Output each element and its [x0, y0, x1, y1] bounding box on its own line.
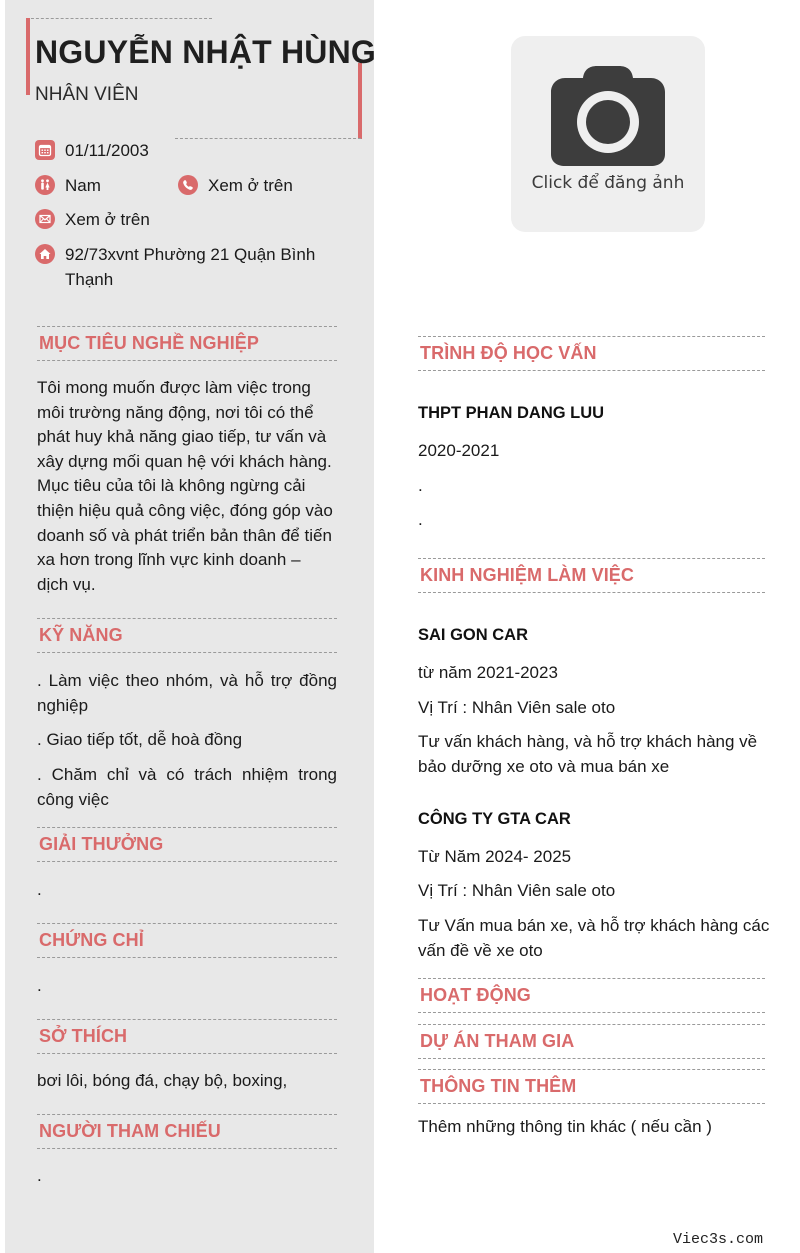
skill-item[interactable]: . Giao tiếp tốt, dễ hoà đồng [37, 730, 243, 749]
gender-icon [35, 175, 55, 195]
address-value: 92/73xvnt Phường 21 Quận Bình Thạnh [65, 245, 316, 289]
contact-gender[interactable] [35, 173, 101, 198]
contact-phone[interactable] [178, 173, 293, 198]
section-heading-objective: MỤC TIÊU NGHỀ NGHIỆP [37, 326, 337, 361]
company-name[interactable]: SAI GON CAR [418, 626, 529, 644]
references-text[interactable]: . [37, 1166, 42, 1185]
envelope-icon [35, 209, 55, 229]
section-heading-hobbies: SỞ THÍCH [37, 1019, 337, 1054]
job-title[interactable]: NHÂN VIÊN [35, 84, 139, 105]
skill-item[interactable]: . Làm việc theo nhóm, và hỗ trợ đồng nghiệp [37, 671, 337, 715]
job-description[interactable]: Tư vấn khách hàng, và hỗ trợ khách hàng về bảo dưỡng xe oto và mua bán xe [418, 732, 758, 776]
gender-value: Nam [65, 176, 101, 195]
section-heading-references: NGƯỜI THAM CHIẾU [37, 1114, 337, 1149]
home-icon [35, 244, 55, 264]
education-period[interactable]: 2020-2021 [418, 441, 500, 460]
job-position[interactable]: Vị Trí : Nhân Viên sale oto [418, 698, 616, 717]
section-heading-additional-info: THÔNG TIN THÊM [418, 1069, 765, 1104]
hobbies-text[interactable]: bơi lôi, bóng đá, chạy bộ, boxing, [37, 1071, 288, 1090]
objective-text[interactable]: Tôi mong muốn được làm việc trong môi trường năng động, nơi tôi có thể phát huy khả năng giao tiếp, tư vấn và xây dựng mối quan hệ với khách hàng. Mục tiêu của tôi là không ngừng cải thiện hiệu quả công việc, đóng góp vào doanh số và phát triển bản thân để tiến xa hơn trong lĩnh vực kinh doanh – dịch vụ. [37, 378, 333, 594]
photo-upload-button[interactable] [511, 36, 705, 232]
contact-email[interactable] [35, 207, 150, 232]
watermark: Viec3s.com [673, 1231, 764, 1248]
section-heading-projects: DỰ ÁN THAM GIA [418, 1024, 765, 1059]
section-heading-awards: GIẢI THƯỞNG [37, 827, 337, 862]
section-heading-experience: KINH NGHIỆM LÀM VIỆC [418, 558, 765, 593]
school-name[interactable]: THPT PHAN DANG LUU [418, 404, 605, 422]
job-period[interactable]: từ năm 2021-2023 [418, 663, 558, 682]
email-value: Xem ở trên [65, 210, 150, 229]
skill-item[interactable]: . Chăm chỉ và có trách nhiệm trong công việc [37, 765, 337, 809]
section-heading-skills: KỸ NĂNG [37, 618, 337, 653]
accent-bar [358, 63, 362, 139]
education-detail[interactable]: . [418, 476, 423, 495]
contact-birthday[interactable] [35, 138, 149, 163]
divider [175, 138, 361, 139]
calendar-icon [35, 140, 55, 160]
full-name[interactable]: NGUYỄN NHẬT HÙNG [35, 34, 376, 70]
phone-value: Xem ở trên [208, 176, 293, 195]
phone-icon [178, 175, 198, 195]
certificates-text[interactable]: . [37, 976, 42, 995]
photo-caption: Click để đăng ảnh [531, 173, 685, 193]
section-heading-certificates: CHỨNG CHỈ [37, 923, 337, 958]
additional-info-text[interactable]: Thêm những thông tin khác ( nếu cần ) [418, 1117, 712, 1136]
job-period[interactable]: Từ Năm 2024- 2025 [418, 847, 572, 866]
company-name[interactable]: CÔNG TY GTA CAR [418, 810, 571, 828]
section-heading-education: TRÌNH ĐỘ HỌC VẤN [418, 336, 765, 371]
name-block [26, 18, 376, 139]
camera-icon [549, 64, 667, 168]
birthday-value: 01/11/2003 [65, 141, 149, 160]
job-position[interactable]: Vị Trí : Nhân Viên sale oto [418, 881, 616, 900]
contact-address[interactable] [35, 242, 315, 292]
section-heading-activities: HOẠT ĐỘNG [418, 978, 765, 1013]
job-description[interactable]: Tư Vấn mua bán xe, và hỗ trợ khách hàng các vấn đề về xe oto [418, 916, 770, 960]
awards-text[interactable]: . [37, 880, 42, 899]
accent-bar [26, 18, 30, 95]
education-detail[interactable]: . [418, 510, 423, 529]
divider [26, 18, 212, 19]
